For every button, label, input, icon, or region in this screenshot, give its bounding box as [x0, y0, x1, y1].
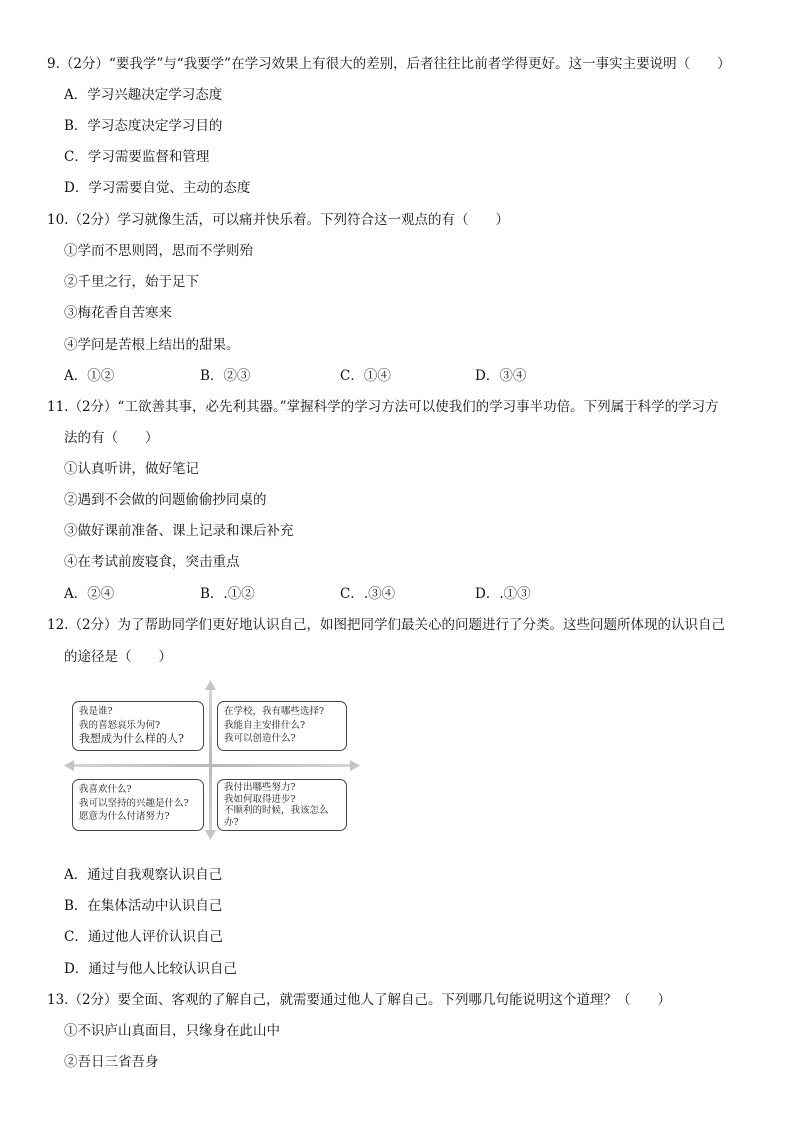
- bl-line-1: 我喜欢什么?: [79, 784, 132, 795]
- q12-option-a: A．通过自我观察认识自己: [64, 867, 223, 883]
- q12-option-b: B．在集体活动中认识自己: [64, 898, 223, 914]
- q9-option-a: A．学习兴趣决定学习态度: [64, 87, 223, 103]
- q13-item-1: ①不识庐山真面目，只缘身在此山中: [64, 1023, 280, 1039]
- bl-line-2: 我可以坚持的兴趣是什么?: [79, 797, 189, 809]
- q10-option-c: C．①④: [340, 368, 391, 384]
- arrow-up-icon: [205, 680, 216, 690]
- q12-option-c: C．通过他人评价认识自己: [64, 929, 223, 945]
- q11-item-2: ②遇到不会做的问题偷偷抄同桌的: [64, 492, 267, 508]
- q10-item-4: ④学问是苦根上结出的甜果。: [64, 337, 240, 353]
- self-awareness-diagram: [62, 680, 362, 840]
- q10-item-3: ③梅花香自苦寒来: [64, 305, 172, 321]
- q10-item-1: ①学而不思则罔，思而不学则殆: [64, 243, 253, 259]
- q10-option-a: A．①②: [64, 368, 115, 384]
- q11-option-a: A．②④: [64, 586, 115, 602]
- br-line-3: 不顺利的时候，我该怎么: [224, 805, 329, 816]
- br-line-1: 我付出哪些努力?: [224, 782, 296, 793]
- quadrant-bottom-left: [72, 779, 204, 831]
- q11-option-c: C．.③④: [340, 586, 396, 602]
- q10-option-b: B．②③: [200, 368, 251, 384]
- arrow-left-icon: [64, 760, 74, 771]
- tl-line-2: 我的喜怒哀乐为何?: [79, 719, 161, 731]
- bl-line-3: 愿意为什么付诸努力?: [79, 811, 170, 822]
- q11-item-3: ③做好课前准备、课上记录和课后补充: [64, 523, 294, 539]
- tl-line-3: 我想成为什么样的人?: [79, 732, 184, 745]
- q13-stem: 13.（2分）要全面、客观的了解自己，就需要通过他人了解自己。下列哪几句能说明这个道理？（ ）: [47, 992, 672, 1008]
- q9-option-b: B．学习态度决定学习目的: [64, 118, 223, 134]
- q12-stem-line1: 12.（2分）为了帮助同学们更好地认识自己，如图把同学们最关心的问题进行了分类。这些问题所体现的认识自己: [47, 617, 726, 633]
- q13-item-2: ②吾日三省吾身: [64, 1054, 159, 1070]
- br-line-2: 我如何取得进步?: [224, 793, 296, 805]
- q10-stem: 10.（2分）学习就像生活，可以痛并快乐着。下列符合这一观点的有（ ）: [47, 212, 510, 228]
- vertical-axis: [209, 688, 212, 836]
- tr-line-3: 我可以创造什么?: [224, 733, 296, 744]
- q11-stem-line2: 法的有（ ）: [64, 430, 159, 446]
- q10-item-2: ②千里之行，始于足下: [64, 274, 199, 290]
- arrow-right-icon: [350, 760, 360, 771]
- tr-line-2: 我能自主安排什么?: [224, 719, 306, 731]
- q11-option-b: B．.①②: [200, 586, 255, 602]
- tl-line-1: 我是谁?: [79, 706, 113, 717]
- q12-option-d: D．通过与他人比较认识自己: [64, 961, 237, 977]
- q9-option-c: C．学习需要监督和管理: [64, 149, 210, 165]
- arrow-down-icon: [205, 830, 216, 840]
- quadrant-top-right: [217, 701, 347, 751]
- q10-option-d: D．③④: [475, 368, 527, 384]
- q11-stem-line1: 11.（2分）“工欲善其事，必先利其器。”掌握科学的学习方法可以使我们的学习事半功倍。下列属于科学的学习方: [47, 399, 719, 415]
- q11-item-4: ④在考试前废寝食，突击重点: [64, 554, 240, 570]
- quadrant-top-left: [72, 701, 204, 751]
- tr-line-1: 在学校，我有哪些选择?: [224, 706, 325, 717]
- br-line-4: 办?: [224, 816, 239, 828]
- q11-item-1: ①认真听讲，做好笔记: [64, 461, 199, 477]
- q9-stem: 9.（2分）“要我学”与“我要学”在学习效果上有很大的差别，后者往往比前者学得更好。这一事实主要说明（ ）: [47, 56, 731, 72]
- q12-stem-line2: 的途径是（ ）: [64, 649, 172, 665]
- q9-option-d: D．学习需要自觉、主动的态度: [64, 180, 251, 196]
- quadrant-bottom-right: [217, 779, 347, 831]
- q11-option-d: D．.①③: [475, 586, 531, 602]
